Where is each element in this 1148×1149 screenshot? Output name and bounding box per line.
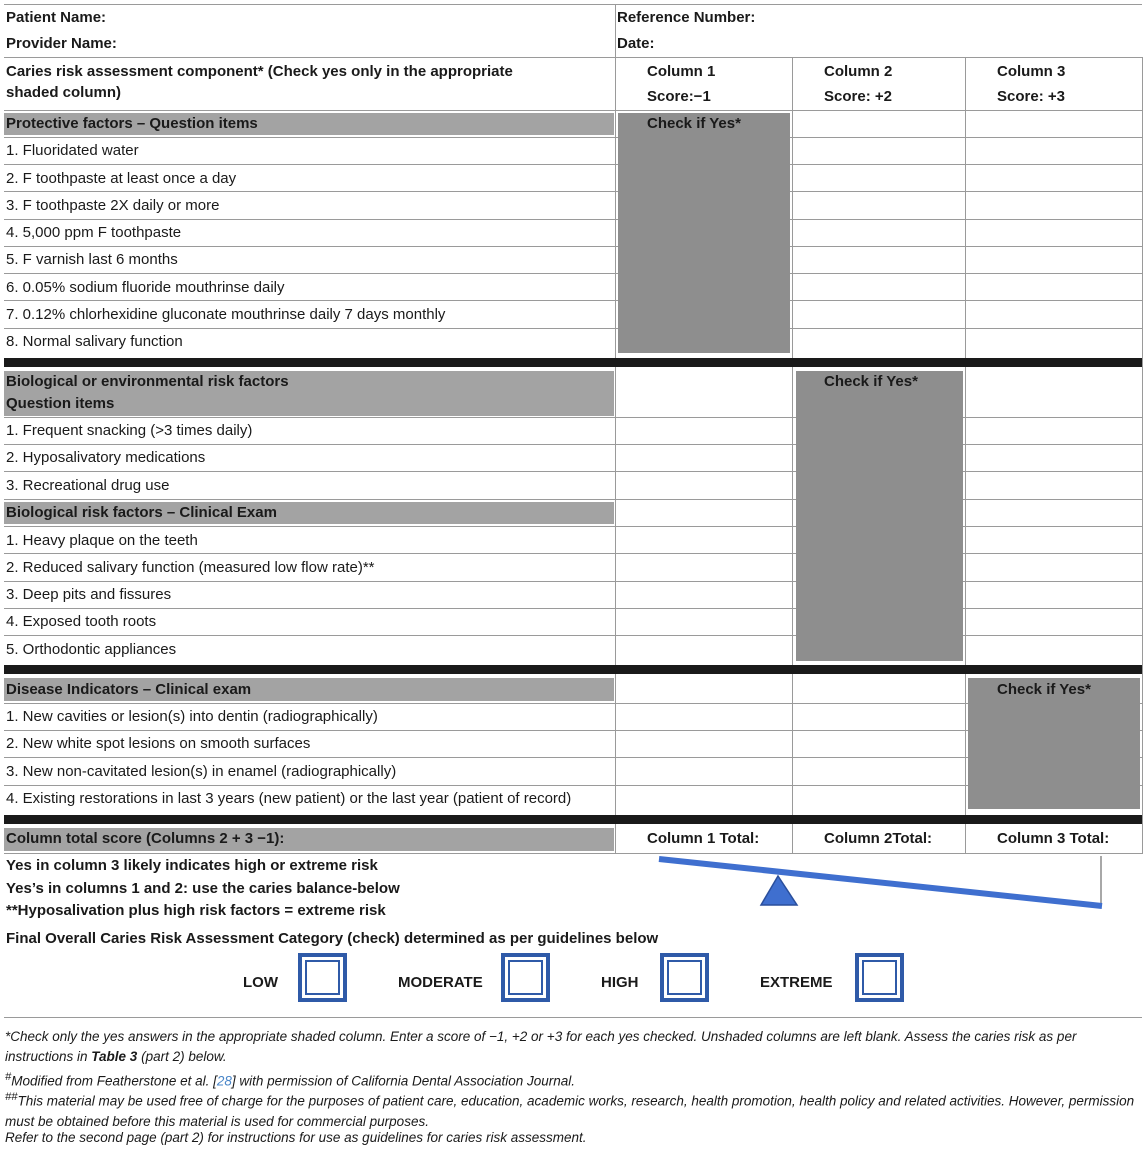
row-line: [4, 110, 1142, 111]
list-item: 1. Heavy plaque on the teeth: [6, 532, 198, 549]
footnote-1-end: (part 2) below.: [137, 1049, 227, 1064]
biological-heading: Biological or environmental risk factors: [6, 373, 289, 390]
footnote-4: [5, 1128, 1143, 1148]
column2-shade: [796, 371, 963, 661]
footnote-2-end: ] with permission of California Dental Association Journal.: [231, 1073, 576, 1089]
column1-total: Column 1 Total:: [647, 830, 760, 847]
footnote-3-text: This material may be used free of charge for the purposes of patient care, education, academic works, research, health promotion, health policy and related activities. However, permission must be obtained before this material is used for commercial purposes.: [5, 1093, 1135, 1129]
list-item: 1. New cavities or lesion(s) into dentin (radiographically): [6, 708, 378, 725]
section-separator: [4, 815, 1142, 824]
row-line: [4, 417, 1142, 418]
list-item: 2. Reduced salivary function (measured low flow rate)**: [6, 559, 375, 576]
date-label: Date:: [617, 35, 655, 52]
reference-number-label: Reference Number:: [617, 9, 756, 26]
list-item: 2. F toothpaste at least once a day: [6, 170, 237, 187]
row-line: [4, 471, 1142, 472]
note-balance: Yes’s in columns 1 and 2: use the caries balance-below: [6, 880, 400, 897]
footnote-1-text: *Check only the yes answers in the appropriate shaded column. Enter a score of −1, +2 or +3 for each yes checked. Unshaded columns are left blank. Assess the caries risk as per instructions in: [5, 1029, 1077, 1064]
clinical-heading: Biological risk factors – Clinical Exam: [6, 504, 277, 521]
column1-shade: [618, 113, 790, 353]
divider: [965, 57, 966, 853]
column3-title: Column 3: [997, 63, 1066, 80]
row-line: [4, 219, 1142, 220]
row-line: [4, 581, 1142, 582]
option-extreme-label: EXTREME: [760, 974, 833, 991]
balance-fulcrum: [761, 876, 797, 905]
divider: [4, 57, 1142, 58]
list-item: 5. F varnish last 6 months: [6, 251, 178, 268]
note-extreme: **Hyposalivation plus high risk factors = extreme risk: [6, 902, 386, 919]
extreme-checkbox[interactable]: [855, 953, 904, 1002]
list-item: 3. New non-cavitated lesion(s) in enamel (radiographically): [6, 763, 397, 780]
list-item: 1. Frequent snacking (>3 times daily): [6, 422, 253, 439]
row-line: [4, 164, 1142, 165]
list-item: 1. Fluoridated water: [6, 142, 139, 159]
disease-heading: Disease Indicators – Clinical exam: [6, 681, 252, 698]
row-line: [4, 191, 1142, 192]
moderate-checkbox[interactable]: [501, 953, 550, 1002]
list-item: 3. F toothpaste 2X daily or more: [6, 197, 220, 214]
row-line: [4, 273, 1142, 274]
column2-score: Score: +2: [824, 88, 892, 105]
column3-total: Column 3 Total:: [997, 830, 1110, 847]
row-line: [4, 300, 1142, 301]
footnote-mark: #: [5, 1071, 12, 1083]
high-checkbox[interactable]: [660, 953, 709, 1002]
row-line: [4, 246, 1142, 247]
component-heading: Caries risk assessment component* (Check yes only in the appropriate: [6, 63, 513, 80]
list-item: 4. 5,000 ppm F toothpaste: [6, 224, 182, 241]
divider: [792, 57, 793, 853]
column2-title: Column 2: [824, 63, 893, 80]
list-item: 2. New white spot lesions on smooth surfaces: [6, 735, 311, 752]
citation-link[interactable]: 28: [216, 1073, 232, 1089]
list-item: 4. Existing restorations in last 3 years (new patient) or the last year (patient of record): [6, 790, 572, 807]
list-item: 2. Hyposalivatory medications: [6, 449, 206, 466]
divider: [615, 4, 616, 854]
option-high-label: HIGH: [601, 974, 639, 991]
option-moderate-label: MODERATE: [398, 974, 483, 991]
divider: [1142, 57, 1143, 854]
biological-heading-2: Question items: [6, 395, 115, 412]
list-item: 3. Recreational drug use: [6, 477, 170, 494]
row-line: [4, 553, 1142, 554]
row-line: [4, 608, 1142, 609]
column3-score: Score: +3: [997, 88, 1065, 105]
row-line: [4, 328, 1142, 329]
provider-name-label: Provider Name:: [6, 35, 117, 52]
section-separator: [4, 665, 1142, 674]
list-item: 6. 0.05% sodium fluoride mouthrinse daily: [6, 279, 285, 296]
column1-score: Score:−1: [647, 88, 711, 105]
biological-check-label: Check if Yes*: [824, 373, 918, 390]
footnote-2-text: Modified from Featherstone et al. [: [11, 1073, 217, 1089]
option-low-label: LOW: [243, 974, 278, 991]
list-item: 4. Exposed tooth roots: [6, 613, 157, 630]
list-item: 3. Deep pits and fissures: [6, 586, 172, 603]
balance-beam: [659, 859, 1102, 906]
list-item: 7. 0.12% chlorhexidine gluconate mouthrinse daily 7 days monthly: [6, 306, 446, 323]
table-reference[interactable]: Table 3: [91, 1049, 138, 1064]
footnote-1: [5, 1027, 1143, 1067]
component-heading-cont: shaded column): [6, 84, 122, 101]
row-line: [4, 635, 1142, 636]
note-high-risk: Yes in column 3 likely indicates high or extreme risk: [6, 857, 378, 874]
footnote-mark: ##: [5, 1091, 18, 1103]
column2-total: Column 2Total:: [824, 830, 933, 847]
row-line: [4, 444, 1142, 445]
top-border: [4, 4, 1142, 5]
totals-label: Column total score (Columns 2 + 3 −1):: [6, 830, 285, 847]
list-item: 8. Normal salivary function: [6, 333, 183, 350]
protective-heading: Protective factors – Question items: [6, 115, 258, 132]
disease-check-label: Check if Yes*: [997, 681, 1091, 698]
row-line: [4, 526, 1142, 527]
footnote-3: [5, 1087, 1143, 1132]
patient-name-label: Patient Name:: [6, 9, 107, 26]
footnote-4-text: Refer to the second page (part 2) for instructions for use as guidelines for caries risk assessment.: [5, 1130, 587, 1145]
row-line: [4, 137, 1142, 138]
caries-balance-graphic: [615, 854, 1142, 924]
low-checkbox[interactable]: [298, 953, 347, 1002]
list-item: 5. Orthodontic appliances: [6, 641, 177, 658]
final-category-title: Final Overall Caries Risk Assessment Category (check) determined as per guidelines below: [6, 930, 659, 947]
row-line: [4, 499, 1142, 500]
section-separator: [4, 358, 1142, 367]
column1-title: Column 1: [647, 63, 716, 80]
protective-check-label: Check if Yes*: [647, 115, 741, 132]
footnote-divider: [4, 1017, 1142, 1018]
